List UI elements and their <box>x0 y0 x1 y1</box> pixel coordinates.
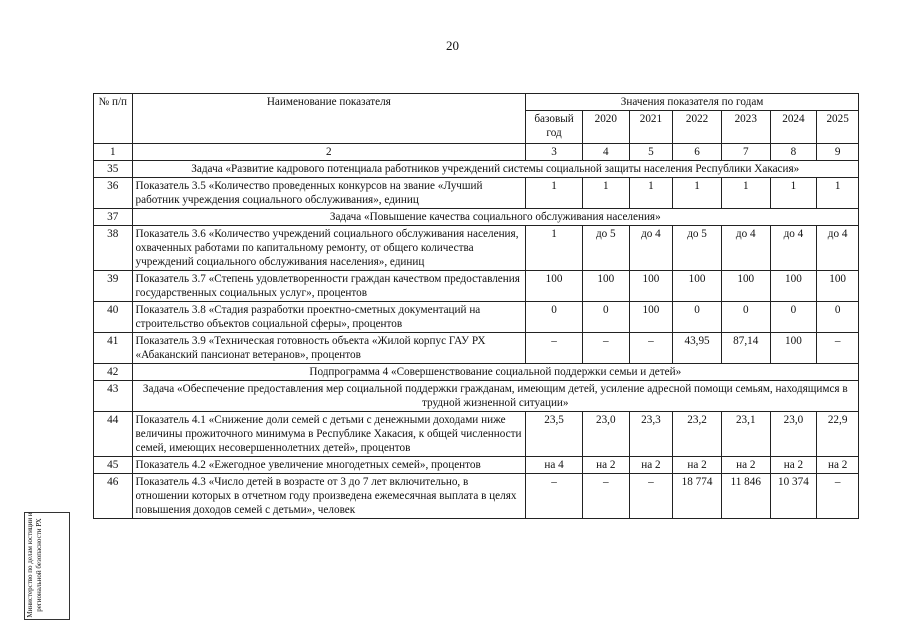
indicator-value: 23,5 <box>526 412 583 457</box>
column-number: 7 <box>721 144 770 161</box>
indicator-name: Показатель 3.9 «Техническая готовность объекта «Жилой корпус ГАУ РХ «Абаканский пансионат ветеранов», процентов <box>132 333 526 364</box>
indicator-value: – <box>817 474 859 519</box>
indicator-value: 1 <box>817 178 859 209</box>
indicator-value: 100 <box>770 271 817 302</box>
indicator-value: 1 <box>582 178 629 209</box>
row-number: 42 <box>94 364 133 381</box>
header-year: 2020 <box>582 111 629 144</box>
row-number: 39 <box>94 271 133 302</box>
indicator-value: 100 <box>582 271 629 302</box>
header-year: 2023 <box>721 111 770 144</box>
indicator-name: Показатель 3.8 «Стадия разработки проектно-сметных документаций на строительство объектов социальной сферы», процентов <box>132 302 526 333</box>
indicator-value: 23,1 <box>721 412 770 457</box>
column-number: 9 <box>817 144 859 161</box>
row-number: 35 <box>94 161 133 178</box>
row-number: 38 <box>94 226 133 271</box>
indicator-value: до 4 <box>770 226 817 271</box>
indicator-value: 1 <box>673 178 722 209</box>
indicator-value: 87,14 <box>721 333 770 364</box>
indicator-value: 18 774 <box>673 474 722 519</box>
table-row <box>94 226 859 271</box>
table-row <box>94 271 859 302</box>
header-year: 2024 <box>770 111 817 144</box>
indicator-value: 100 <box>770 333 817 364</box>
indicator-value: 100 <box>673 271 722 302</box>
indicator-value: на 2 <box>721 457 770 474</box>
table-row <box>94 474 859 519</box>
indicator-value: 23,3 <box>629 412 673 457</box>
indicator-name: Показатель 4.2 «Ежегодное увеличение многодетных семей», процентов <box>132 457 526 474</box>
indicator-value: 11 846 <box>721 474 770 519</box>
indicator-value: 1 <box>526 226 583 271</box>
indicator-value: 1 <box>526 178 583 209</box>
indicator-value: 0 <box>673 302 722 333</box>
page-number: 20 <box>446 38 459 53</box>
indicator-value: до 4 <box>817 226 859 271</box>
indicator-value: на 2 <box>582 457 629 474</box>
indicator-value: 23,0 <box>582 412 629 457</box>
indicator-value: 10 374 <box>770 474 817 519</box>
table-row <box>94 302 859 333</box>
header-row <box>94 94 859 111</box>
header-year: базовый год <box>526 111 583 144</box>
column-numbers-row <box>94 144 859 161</box>
column-number: 4 <box>582 144 629 161</box>
indicator-value: 1 <box>770 178 817 209</box>
indicators-table <box>93 93 859 519</box>
table-row <box>94 364 859 381</box>
section-title: Подпрограмма 4 «Совершенствование социальной поддержки семьи и детей» <box>132 364 858 381</box>
indicator-name: Показатель 4.3 «Число детей в возрасте от 3 до 7 лет включительно, в отношении которых в отчетном году произведена ежемесячная выплата в целях повышения доходов семей с детьми», человек <box>132 474 526 519</box>
indicator-value: на 2 <box>817 457 859 474</box>
header-name: Наименование показателя <box>132 94 526 144</box>
row-number: 41 <box>94 333 133 364</box>
indicator-value: на 2 <box>673 457 722 474</box>
row-number: 45 <box>94 457 133 474</box>
indicator-value: 0 <box>817 302 859 333</box>
row-number: 46 <box>94 474 133 519</box>
indicator-name: Показатель 3.5 «Количество проведенных конкурсов на звание «Лучший работник учреждения социального обслуживания», единиц <box>132 178 526 209</box>
column-number: 2 <box>132 144 526 161</box>
column-number: 1 <box>94 144 133 161</box>
row-number: 37 <box>94 209 133 226</box>
table-row <box>94 381 859 412</box>
indicator-value: 100 <box>721 271 770 302</box>
indicator-value: до 5 <box>582 226 629 271</box>
indicator-value: 43,95 <box>673 333 722 364</box>
indicator-value: 100 <box>526 271 583 302</box>
indicator-value: 0 <box>770 302 817 333</box>
column-number: 8 <box>770 144 817 161</box>
indicator-name: Показатель 3.7 «Степень удовлетворенности граждан качеством предоставления государственных социальных услуг», процентов <box>132 271 526 302</box>
table-body <box>94 94 859 519</box>
indicator-value: 23,2 <box>673 412 722 457</box>
row-number: 40 <box>94 302 133 333</box>
header-num: № п/п <box>94 94 133 144</box>
column-number: 3 <box>526 144 583 161</box>
header-year: 2025 <box>817 111 859 144</box>
section-title: Задача «Развитие кадрового потенциала работников учреждений системы социальной защиты населения Республики Хакасия» <box>132 161 858 178</box>
indicator-name: Показатель 3.6 «Количество учреждений социального обслуживания населения, охваченных работами по капитальному ремонту, от общего количества учреждений социального обслуживания населения», единиц <box>132 226 526 271</box>
indicator-value: – <box>817 333 859 364</box>
header-values-title: Значения показателя по годам <box>526 94 859 111</box>
table-row <box>94 333 859 364</box>
indicator-value: – <box>629 333 673 364</box>
indicator-value: – <box>526 474 583 519</box>
table-row <box>94 178 859 209</box>
indicator-value: до 4 <box>629 226 673 271</box>
indicator-value: 0 <box>582 302 629 333</box>
row-number: 43 <box>94 381 133 412</box>
column-number: 6 <box>673 144 722 161</box>
indicator-value: – <box>582 474 629 519</box>
indicator-value: на 2 <box>770 457 817 474</box>
indicator-value: – <box>526 333 583 364</box>
indicator-value: 100 <box>629 271 673 302</box>
archive-stamp-text: Министерство по делам юстиции и региональной безопасности РХ <box>26 512 43 618</box>
indicator-value: на 4 <box>526 457 583 474</box>
indicator-value: 23,0 <box>770 412 817 457</box>
column-number: 5 <box>629 144 673 161</box>
indicator-value: 1 <box>629 178 673 209</box>
table-row <box>94 412 859 457</box>
section-title: Задача «Обеспечение предоставления мер социальной поддержки гражданам, имеющим детей, усиление адресной помощи семьям, находящимся в трудной жизненной ситуации» <box>132 381 858 412</box>
table-row <box>94 457 859 474</box>
indicator-value: 100 <box>629 302 673 333</box>
section-title: Задача «Повышение качества социального обслуживания населения» <box>132 209 858 226</box>
header-year: 2021 <box>629 111 673 144</box>
row-number: 36 <box>94 178 133 209</box>
indicator-value: на 2 <box>629 457 673 474</box>
indicator-value: 1 <box>721 178 770 209</box>
indicator-value: до 5 <box>673 226 722 271</box>
indicator-value: 100 <box>817 271 859 302</box>
indicator-value: – <box>629 474 673 519</box>
indicator-value: 0 <box>721 302 770 333</box>
table-row <box>94 161 859 178</box>
indicator-value: 22,9 <box>817 412 859 457</box>
header-year: 2022 <box>673 111 722 144</box>
indicator-value: 0 <box>526 302 583 333</box>
indicator-name: Показатель 4.1 «Снижение доли семей с детьми с денежными доходами ниже величины прожиточного минимума в Республике Хакасия, к общей численности семей, имеющих несовершеннолетних детей», процентов <box>132 412 526 457</box>
table-row <box>94 209 859 226</box>
row-number: 44 <box>94 412 133 457</box>
indicator-value: до 4 <box>721 226 770 271</box>
indicator-value: – <box>582 333 629 364</box>
